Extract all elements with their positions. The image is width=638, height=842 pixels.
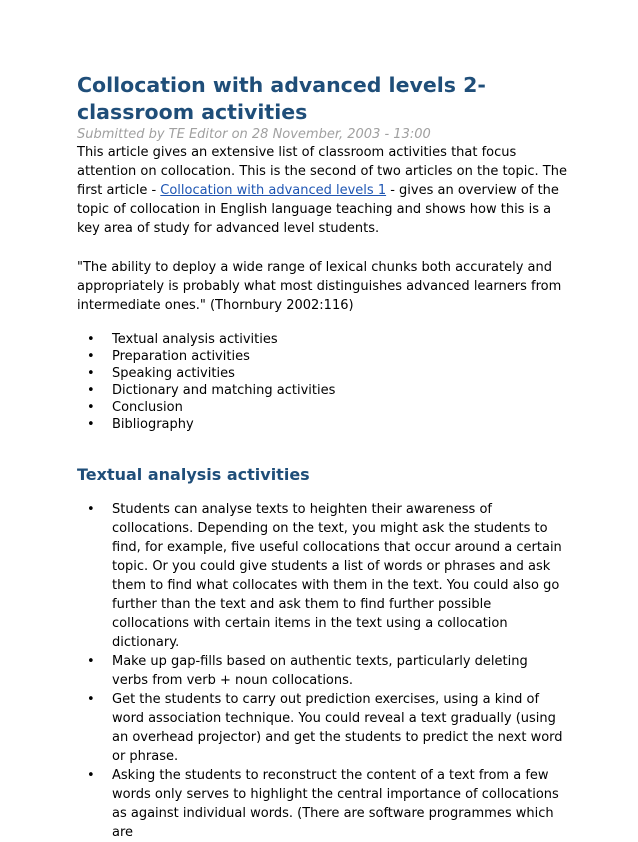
- toc-item-label: Conclusion: [112, 400, 183, 415]
- collocation-level-1-link[interactable]: Collocation with advanced levels 1: [160, 183, 387, 198]
- section-heading-textual-analysis: Textual analysis activities: [77, 465, 310, 484]
- textual-analysis-list: [77, 500, 567, 842]
- bullet-icon: •: [87, 417, 95, 432]
- intro-text-before-link: This article gives an extensive list of classroom activities that focus attention on collocation. This is the second of two articles on the topic. The first article -: [77, 145, 567, 198]
- bullet-icon: •: [87, 366, 95, 381]
- bullet-icon: •: [87, 768, 95, 783]
- toc-item-label: Bibliography: [112, 417, 194, 432]
- list-item: [77, 652, 567, 690]
- table-of-contents: [77, 331, 567, 433]
- bullet-icon: •: [87, 332, 95, 347]
- toc-item: [77, 348, 567, 365]
- list-item-text: Students can analyse texts to heighten their awareness of collocations. Depending on the text, you might ask the students to find, for example, five useful collocations that occur around a certain topic. Or you could give students a list of words or phrases and ask them to find what collocates with them in the text. You could also go further than the text and ask them to find further possible collocations with certain items in the text using a collocation dictionary.: [112, 502, 562, 650]
- toc-item-label: Textual analysis activities: [112, 332, 278, 347]
- toc-item: [77, 365, 567, 382]
- toc-item-label: Preparation activities: [112, 349, 250, 364]
- list-item-text: Make up gap-fills based on authentic texts, particularly deleting verbs from verb + noun collocations.: [112, 654, 528, 688]
- bullet-icon: •: [87, 349, 95, 364]
- intro-text-after-link: - gives an overview of the topic of collocation in English language teaching and shows how this is a key area of study for advanced level students.: [77, 183, 559, 236]
- toc-item: [77, 416, 567, 433]
- list-item-text: Get the students to carry out prediction exercises, using a kind of word association technique. You could reveal a text gradually (using an overhead projector) and get the students to predict the next word or phrase.: [112, 692, 563, 764]
- toc-item: [77, 382, 567, 399]
- article-title: Collocation with advanced levels 2- classroom activities: [77, 73, 486, 124]
- submitted-byline: Submitted by TE Editor on 28 November, 2003 - 13:00: [77, 127, 431, 142]
- toc-item: [77, 399, 567, 416]
- bullet-icon: •: [87, 400, 95, 415]
- list-item: [77, 500, 567, 652]
- list-item: [77, 766, 567, 842]
- list-item: [77, 690, 567, 766]
- bullet-icon: •: [87, 654, 95, 669]
- toc-item-label: Dictionary and matching activities: [112, 383, 336, 398]
- list-item-text: Asking the students to reconstruct the content of a text from a few words only serves to highlight the central importance of collocations as against individual words. (There are software programmes which are: [112, 768, 559, 840]
- thornbury-quote: "The ability to deploy a wide range of lexical chunks both accurately and appropriately is probably what most distinguishes advanced learners from intermediate ones." (Thornbury 2002:116): [77, 260, 562, 313]
- bullet-icon: •: [87, 692, 95, 707]
- article: [77, 72, 567, 842]
- bullet-icon: •: [87, 502, 95, 517]
- bullet-icon: •: [87, 383, 95, 398]
- intro-paragraph: [77, 143, 567, 238]
- toc-item: [77, 331, 567, 348]
- toc-item-label: Speaking activities: [112, 366, 235, 381]
